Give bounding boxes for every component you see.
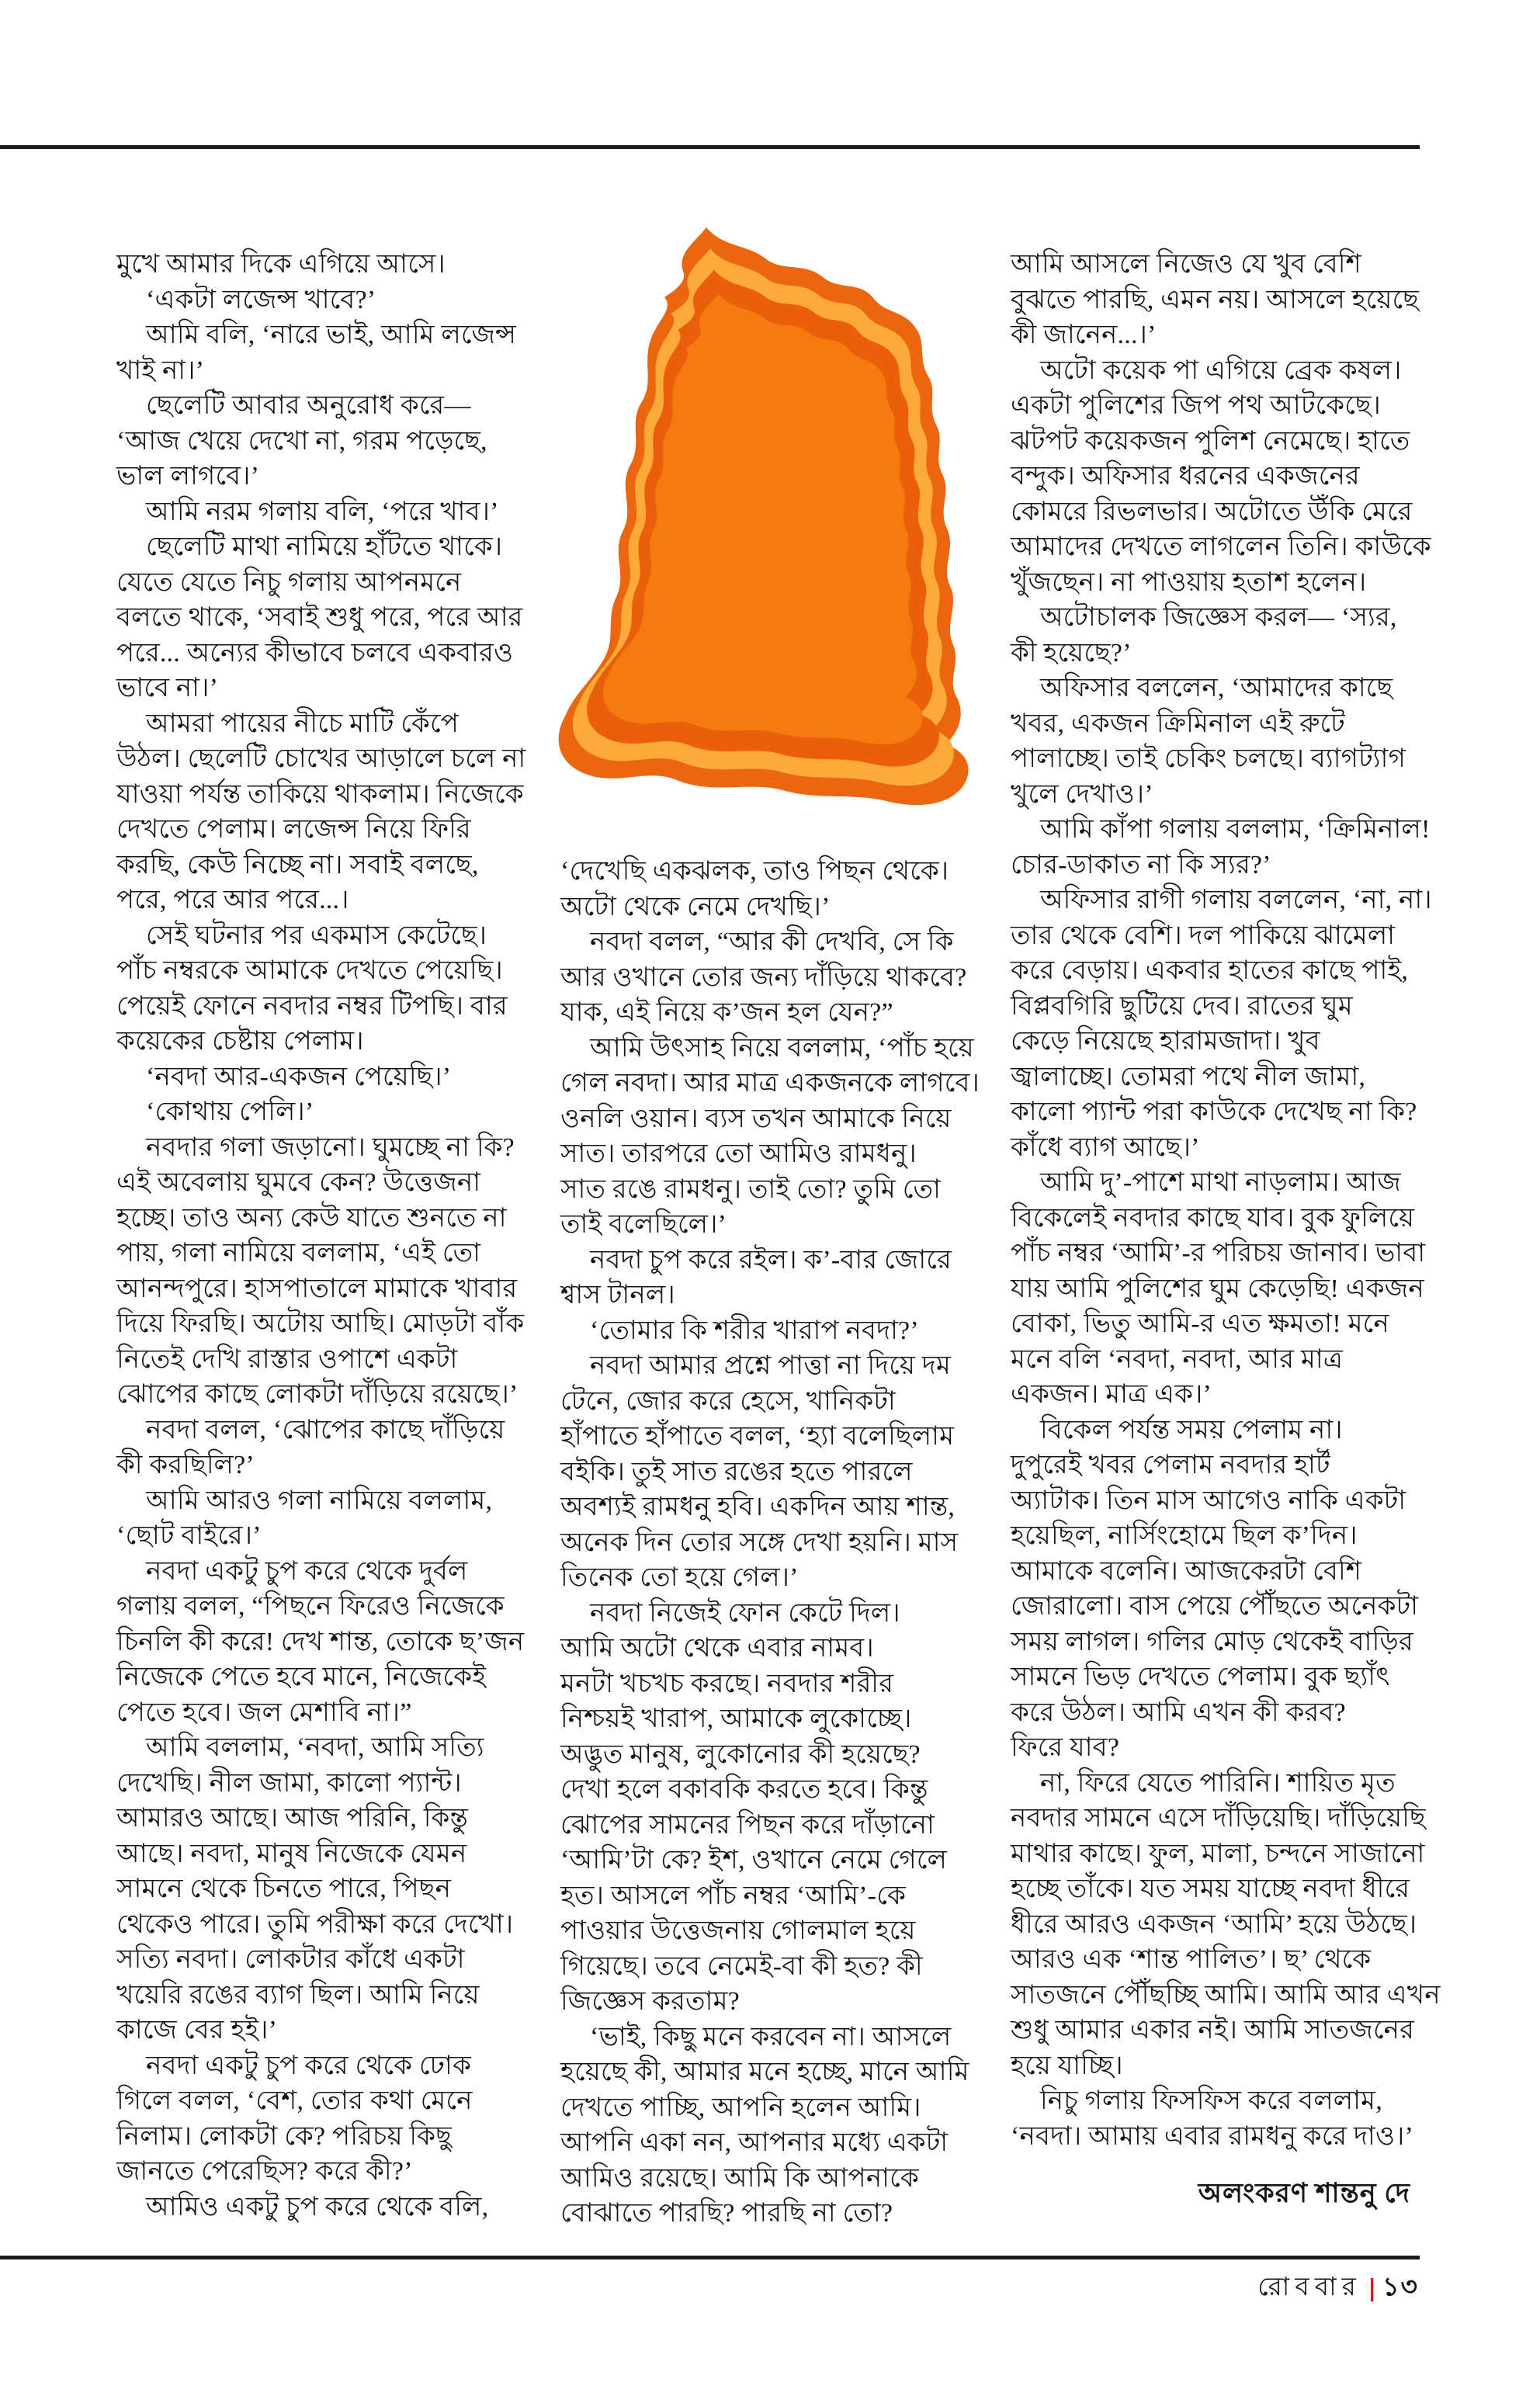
top-rule [0, 145, 1420, 149]
text-line: ভাল লাগবে।’ [116, 462, 260, 491]
text-line: উঠল। ছেলেটি চোখের আড়ালে চলে না [116, 744, 526, 773]
text-line: নবদা নিজেই ফোন কেটে দিল। [590, 1598, 900, 1628]
text-line: পাওয়ার উত্তেজনায় গোলমাল হয়ে [560, 1916, 916, 1945]
text-line: অ্যাটাক। তিন মাস আগেও নাকি একটা [1011, 1486, 1406, 1515]
text-line: কয়েকের চেষ্টায় পেলাম। [116, 1027, 364, 1056]
text-line: বিকেল পর্যন্ত সময় পেলাম না। [1040, 1415, 1343, 1444]
text-line: নবদা আমার প্রশ্নে পাত্তা না দিয়ে দম [590, 1351, 951, 1380]
text-line: বলতে থাকে, ‘সবাই শুধু পরে, পরে আর [116, 603, 523, 632]
text-line: ধীরে আরও একজন ‘আমি’ হয়ে উঠছে। [1011, 1909, 1417, 1939]
text-line: আরও এক ‘শান্ত পালিত’। ছ’ থেকে [1011, 1945, 1372, 1974]
text-line: সাত। তারপরে তো আমিও রামধনু। [560, 1139, 917, 1168]
text-line: থেকেও পারে। তুমি পরীক্ষা করে দেখো। [116, 1909, 514, 1939]
text-line: অদ্ভুত মানুষ, লুকোনোর কী হয়েছে? [560, 1739, 921, 1769]
text-line: বিকেলেই নবদার কাছে যাব। বুক ফুলিয়ে [1011, 1203, 1415, 1233]
text-line: যাক, এই নিয়ে ক’জন হল যেন?” [560, 998, 893, 1027]
text-line: বুঝতে পারছি, এমন নয়। আসলে হয়েছে [1011, 285, 1420, 314]
text-line: নবদার গলা জড়ানো। ঘুমচ্ছে না কি? [146, 1132, 515, 1162]
text-line: গলায় বলল, “পিছনে ফিরেও নিজেকে [116, 1592, 505, 1621]
text-line: বোঝাতে পারছি? পারছি না তো? [560, 2199, 893, 2228]
text-line: আমি নরম গলায় বলি, ‘পরে খাব।’ [146, 497, 499, 526]
text-line: এই অবেলায় ঘুমবে কেন? উত্তেজনা [116, 1168, 481, 1197]
text-line: ছেলেটি আবার অনুরোধ করে— [146, 391, 471, 420]
text-line: ‘আজ খেয়ে দেখো না, গরম পড়েছে, [116, 426, 487, 456]
text-line: আমি আসলে নিজেও যে খুব বেশি [1011, 250, 1361, 279]
text-line: চোর-ডাকাত না কি স্যর?’ [1011, 850, 1271, 879]
text-line: কী করছিলি?’ [116, 1451, 255, 1479]
text-line: অবশ্যই রামধনু হবি। একদিন আয় শান্ত, [560, 1493, 956, 1521]
text-line: আমারও আছে। আজ পরিনি, কিন্তু [116, 1804, 469, 1833]
text-line: শ্বাস টানল। [560, 1281, 675, 1309]
text-line: আমি কাঁপা গলায় বললাম, ‘ক্রিমিনাল! [1040, 815, 1431, 844]
text-line: সময় লাগল। গলির মোড় থেকেই বাড়ির [1011, 1627, 1413, 1656]
text-line: দিয়ে ফিরছি। অটোয় আছি। মোড়টা বাঁক [116, 1309, 525, 1338]
text-line: জিজ্ঞেস করতাম? [560, 1987, 740, 2016]
text-line: হচ্ছে। তাও অন্য কেউ যাতে শুনতে না [116, 1203, 507, 1233]
text-line: অনেক দিন তোর সঙ্গে দেখা হয়নি। মাস [560, 1528, 959, 1557]
text-line: নিলাম। লোকটা কে? পরিচয় কিছু [116, 2121, 452, 2151]
text-line: অটো কয়েক পা এগিয়ে ব্রেক কষল। [1040, 355, 1402, 385]
text-line: মাথার কাছে। ফুল, মালা, চন্দনে সাজানো [1011, 1839, 1425, 1868]
text-line: কাঁধে ব্যাগ আছে।’ [1011, 1132, 1200, 1162]
text-line: কালো প্যান্ট পরা কাউকে দেখেছ না কি? [1011, 1098, 1417, 1126]
text-line: ভাবে না।’ [116, 674, 219, 702]
text-line: আর ওখানে তোর জন্য দাঁড়িয়ে থাকবে? [560, 962, 967, 992]
text-line: খুঁজছেন। না পাওয়ায় হতাশ হলেন। [1011, 567, 1367, 597]
text-line: একজন। মাত্র এক।’ [1011, 1380, 1212, 1409]
text-line: গিলে বলল, ‘বেশ, তোর কথা মেনে [116, 2086, 473, 2115]
text-line: কাজে বের হই।’ [116, 2016, 278, 2044]
text-line: ওনলি ওয়ান। ব্যস তখন আমাকে নিয়ে [560, 1104, 952, 1133]
text-line: ছেলেটি মাথা নামিয়ে হাঁটতে থাকে। [146, 532, 503, 561]
text-line: পেতে হবে। জল মেশাবি না।” [116, 1698, 412, 1727]
text-line: আমাকে বলেনি। আজকেরটা বেশি [1011, 1556, 1362, 1586]
text-line: জোরালো। বাস পেয়ে পৌঁছতে অনেকটা [1011, 1592, 1419, 1621]
text-line: দুপুরেই খবর পেলাম নবদার হার্ট [1011, 1451, 1330, 1479]
text-line: সাত রঙে রামধনু। তাই তো? তুমি তো [560, 1174, 942, 1204]
text-line: পেয়েই ফোনে নবদার নম্বর টিপছি। বার [116, 991, 508, 1021]
text-line: আমাদের দেখতে লাগলেন তিনি। কাউকে [1011, 532, 1431, 561]
text-line: হচ্ছে তাঁকে। যত সময় যাচ্ছে নবদা ধীরে [1011, 1875, 1410, 1903]
text-line: অফিসার বললেন, ‘আমাদের কাছে [1040, 674, 1393, 702]
text-line: পায়, গলা নামিয়ে বললাম, ‘এই তো [116, 1239, 481, 1268]
text-line: তিনেক তো হয়ে গেল।’ [560, 1563, 799, 1592]
text-line: শুধু আমার একার নই। আমি সাতজনের [1011, 2016, 1415, 2044]
text-line: ‘দেখেছি একঝলক, তাও পিছন থেকে। [560, 857, 949, 886]
text-line: গিয়েছে। তবে নেমেই-বা কী হত? কী [560, 1951, 923, 1981]
text-line: কী জানেন...।’ [1011, 321, 1157, 349]
text-line: পাঁচ নম্বর ‘আমি’-র পরিচয় জানাব। ভাবা [1011, 1239, 1426, 1268]
page-number: ১৩ [1382, 2273, 1419, 2301]
text-line: বোকা, ভিতু আমি-র এত ক্ষমতা! মনে [1011, 1309, 1389, 1338]
article-column-right [1011, 247, 1441, 2154]
text-line: আমি বলি, ‘নারে ভাই, আমি লজেন্স [146, 321, 517, 349]
text-line: দেখেছি। নীল জামা, কালো প্যান্ট। [116, 1768, 462, 1798]
text-line: যায় আমি পুলিশের ঘুম কেড়েছি! একজন [1011, 1274, 1424, 1303]
text-line: নবদা বলল, ‘ঝোপের কাছে দাঁড়িয়ে [146, 1415, 505, 1444]
text-line: সেই ঘটনার পর একমাস কেটেছে। [146, 921, 487, 950]
text-line: হয়েছিল, নার্সিংহোমে ছিল ক’দিন। [1011, 1521, 1358, 1550]
text-line: বইকি। তুই সাত রঙের হতে পারলে [560, 1457, 913, 1486]
text-line: পরে... অন্যের কীভাবে চলবে একবারও [116, 638, 514, 668]
text-line: খাই না।’ [116, 355, 205, 385]
text-line: গেল নবদা। আর মাত্র একজনকে লাগবে। [560, 1069, 980, 1098]
text-line: ‘ছোট বাইরে।’ [116, 1521, 262, 1550]
text-line: আমি উৎসাহ নিয়ে বললাম, ‘পাঁচ হয়ে [590, 1033, 974, 1063]
text-line: খুলে দেখাও।’ [1011, 779, 1153, 809]
text-line: মনে বলি ‘নবদা, নবদা, আর মাত্র [1011, 1344, 1344, 1374]
text-line: একটা পুলিশের জিপ পথ আটকেছে। [1011, 391, 1382, 420]
text-line: আমিও একটু চুপ করে থেকে বলি, [146, 2192, 489, 2221]
magazine-name: রোববার [1257, 2273, 1361, 2301]
text-line: আমিও রয়েছে। আমি কি আপনাকে [560, 2163, 919, 2193]
text-line: তাই বলেছিলে।’ [560, 1210, 727, 1239]
text-line: মনটা খচখচ করছে। নবদার শরীর [560, 1669, 894, 1698]
text-line: সত্যি নবদা। লোকটার কাঁধে একটা [116, 1945, 465, 1974]
page-footer [1257, 2266, 1419, 2310]
text-line: জ্বালাচ্ছে। তোমরা পথে নীল জামা, [1011, 1062, 1366, 1091]
text-line: নিতেই দেখি রাস্তার ওপাশে একটা [116, 1344, 458, 1374]
text-line: ‘তোমার কি শরীর খারাপ নবদা?’ [590, 1316, 919, 1345]
text-line: কী হয়েছে?’ [1011, 638, 1132, 668]
text-line: তার থেকে বেশি। দল পাকিয়ে ঝামেলা [1011, 921, 1396, 950]
text-line: চিনলি কী করে! দেখ শান্ত, তোকে ছ’জন [116, 1627, 525, 1656]
text-line: জানতে পেরেছিস? করে কী?’ [116, 2157, 413, 2186]
text-line: ঝোপের কাছে লোকটা দাঁড়িয়ে রয়েছে।’ [116, 1380, 519, 1409]
text-line: যেতে যেতে নিচু গলায় আপনমনে [116, 567, 462, 597]
illustrator-credit: অলংকরণ শান্তনু দে [1198, 2178, 1410, 2208]
text-line: আমি দু’-পাশে মাথা নাড়লাম। আজ [1040, 1168, 1401, 1197]
text-line: নিশ্চয়ই খারাপ, আমাকে লুকোচ্ছে। [560, 1705, 912, 1733]
text-line: ‘নবদা। আমায় এবার রামধনু করে দাও।’ [1011, 2121, 1414, 2151]
text-line: বিপ্লবগিরি ছুটিয়ে দেব। রাতের ঘুম [1011, 991, 1353, 1021]
text-line: পাঁচ নম্বরকে আমাকে দেখতে পেয়েছি। [116, 956, 503, 985]
text-line: যাওয়া পর্যন্ত তাকিয়ে থাকলাম। নিজেকে [116, 779, 524, 809]
text-line: অটোচালক জিজ্ঞেস করল— ‘স্যর, [1040, 603, 1397, 632]
text-line: পালাচ্ছে। তাই চেকিং চলছে। ব্যাগট্যাগ [1011, 744, 1406, 773]
text-line: ‘একটা লজেন্স খাবে?’ [146, 285, 376, 314]
papercut-illustration [543, 220, 978, 841]
text-line: নিচু গলায় ফিসফিস করে বললাম, [1040, 2086, 1382, 2115]
text-line: আমরা পায়ের নীচে মাটি কেঁপে [146, 709, 459, 738]
text-line: নবদা বলল, “আর কী দেখবি, সে কি [590, 928, 954, 956]
footer-separator: | [1368, 2273, 1376, 2302]
text-line: অফিসার রাগী গলায় বললেন, ‘না, না। [1040, 886, 1432, 914]
text-line: ‘ভাই, কিছু মনে করবেন না। আসলে [590, 2022, 952, 2051]
text-line: নিজেকে পেতে হবে মানে, নিজেকেই [116, 1663, 487, 1691]
text-line: হয়েছে কী, আমার মনে হচ্ছে, মানে আমি [560, 2058, 969, 2086]
text-line: পরে, পরে আর পরে...। [116, 886, 349, 914]
text-line: নবদা চুপ করে রইল। ক’-বার জোরে [590, 1245, 952, 1275]
text-line: আনন্দপুরে। হাসপাতালে মামাকে খাবার [116, 1274, 518, 1303]
text-line: আমি অটো থেকে এবার নামব। [560, 1634, 874, 1663]
text-line: নবদার সামনে এসে দাঁড়িয়েছি। দাঁড়িয়েছি [1011, 1804, 1426, 1833]
text-line: হাঁপাতে হাঁপাতে বলল, ‘হ্যা বলেছিলাম [560, 1422, 955, 1451]
text-line: হত। আসলে পাঁচ নম্বর ‘আমি’-কে [560, 1881, 906, 1910]
text-line: করে উঠল। আমি এখন কী করব? [1011, 1698, 1346, 1727]
text-line: দেখতে পেলাম। লজেন্স নিয়ে ফিরি [116, 815, 471, 844]
text-line: নবদা একটু চুপ করে থেকে ঢোক [146, 2051, 471, 2080]
text-line: করে বেড়ায়। একবার হাতের কাছে পাই, [1011, 956, 1409, 985]
text-line: না, ফিরে যেতে পারিনি। শায়িত মৃত [1040, 1768, 1396, 1798]
text-line: ফিরে যাব? [1011, 1733, 1120, 1762]
text-line: ‘কোথায় পেলি।’ [146, 1098, 314, 1126]
text-line: ঝোপের সামনের পিছন করে দাঁড়ানো [560, 1810, 935, 1840]
article-column-center [560, 854, 980, 2232]
text-line: সামনে থেকে চিনতে পারে, পিছন [116, 1875, 452, 1903]
bottom-rule [0, 2256, 1420, 2259]
text-line: খবর, একজন ক্রিমিনাল এই রুটে [1011, 709, 1345, 738]
text-line: কেড়ে নিয়েছে হারামজাদা। খুব [1011, 1027, 1320, 1056]
text-line: আপনি একা নন, আপনার মধ্যে একটা [560, 2128, 949, 2157]
text-line: নবদা একটু চুপ করে থেকে দুর্বল [146, 1556, 468, 1586]
text-line: সামনে ভিড় দেখতে পেলাম। বুক ছ্যাঁৎ [1011, 1663, 1390, 1691]
text-line: মুখে আমার দিকে এগিয়ে আসে। [116, 250, 446, 279]
text-line: হয়ে যাচ্ছি। [1011, 2051, 1123, 2080]
text-line: আমি আরও গলা নামিয়ে বললাম, [146, 1486, 493, 1515]
text-line: আছে। নবদা, মানুষ নিজেকে যেমন [116, 1839, 467, 1868]
text-line: ‘আমি’টা কে? ইশ, ওখানে নেমে গেলে [560, 1846, 948, 1875]
text-line: অটো থেকে নেমে দেখছি।’ [560, 892, 831, 921]
article-column-left [116, 247, 526, 2225]
text-line: ঝটপট কয়েকজন পুলিশ নেমেছে। হাতে [1011, 426, 1410, 456]
text-line: দেখতে পাচ্ছি, আপনি হলেন আমি। [560, 2093, 921, 2122]
text-line: কোমরে রিভলভার। অটোতে উঁকি মেরে [1011, 497, 1413, 526]
text-line: সাতজনে পৌঁছচ্ছি আমি। আমি আর এখন [1011, 1980, 1441, 2010]
text-line: টেনে, জোর করে হেসে, খানিকটা [560, 1386, 896, 1416]
text-line: বন্দুক। অফিসার ধরনের একজনের [1011, 462, 1360, 491]
text-line: দেখা হলে বকাবকি করতে হবে। কিন্তু [560, 1775, 928, 1804]
text-line: ‘নবদা আর-একজন পেয়েছি।’ [146, 1062, 452, 1091]
text-line: করছি, কেউ নিচ্ছে না। সবাই বলছে, [116, 850, 479, 879]
text-line: আমি বললাম, ‘নবদা, আমি সত্যি [146, 1733, 484, 1762]
text-line: খয়েরি রঙের ব্যাগ ছিল। আমি নিয়ে [116, 1980, 480, 2010]
